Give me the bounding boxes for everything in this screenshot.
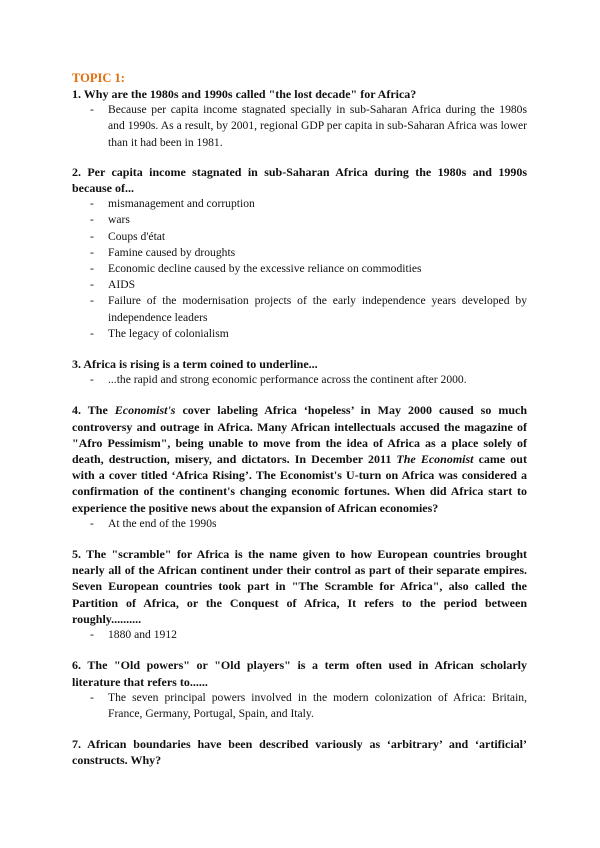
answer-list-3	[72, 372, 527, 388]
topic-heading: TOPIC 1:	[72, 71, 125, 85]
bullet-dash: -	[90, 229, 94, 243]
list-item: - ...the rapid and strong economic performance across the continent after 2000.	[72, 372, 527, 388]
list-item: - Failure of the modernisation projects of the early independence years developed by independence leaders	[90, 294, 527, 324]
bullet-dash: -	[90, 245, 94, 259]
list-item: - wars	[72, 212, 527, 228]
bullet-dash: -	[90, 516, 94, 530]
bullet-dash: -	[90, 278, 94, 292]
list-item: - The legacy of colonialism	[72, 326, 527, 342]
bullet-dash: -	[90, 628, 94, 642]
bullet-dash: -	[90, 213, 94, 227]
answer-list-4	[72, 516, 527, 532]
list-item: - The seven principal powers involved in the modern colonization of Africa: Britain, France, Germany, Portugal, Spain, and Italy.	[90, 690, 527, 720]
bullet-dash: -	[90, 326, 94, 340]
list-item: - Famine caused by droughts	[72, 245, 527, 261]
list-item: - At the end of the 1990s	[72, 516, 527, 532]
answer-list-2	[72, 196, 527, 342]
bullet-dash: -	[90, 373, 94, 387]
answer-list-6	[72, 690, 527, 722]
question-4: 4. The Economist's cover labeling Africa ‘hopeless’ in May 2000 caused so much controversy and outrage in Africa. Many African intellectuals accused the magazine of "Afro Pessimism", being unable to move from the idea of Africa as a place solely of death, destruction, misery, and dictators. In December 2011 The Economist came out with a cover titled ‘Africa Rising’. The Economist's U-turn on Africa was considered a confirmation of the continent's changing economic fortunes. When did Africa start to experience the positive news about the expansion of African economies?	[72, 403, 528, 515]
question-3: 3. Africa is rising is a term coined to underline...	[72, 357, 318, 372]
bullet-dash: -	[90, 103, 94, 117]
list-item: - Economic decline caused by the excessive reliance on commodities	[72, 261, 527, 277]
bullet-dash: -	[90, 690, 94, 704]
question-1: 1. Why are the 1980s and 1990s called "the lost decade" for Africa?	[72, 87, 417, 101]
question-5: 5. The "scramble" for Africa is the name given to how European countries brought nearly all of the African continent under their control as part of their separate empires. Seven European countries took part in "The Scramble for Africa", also called the Partition of Africa, or the Conquest of Africa, It refers to the period between roughly..........	[72, 547, 527, 626]
list-item: - Coups d'état	[72, 229, 527, 245]
document-page	[72, 70, 527, 769]
answer-list-1	[72, 102, 527, 151]
list-item: - 1880 and 1912	[72, 627, 527, 643]
answer-list-5	[72, 627, 527, 643]
bullet-dash: -	[90, 262, 94, 276]
list-item: - mismanagement and corruption	[72, 196, 527, 212]
question-7: 7. African boundaries have been described variously as ‘arbitrary’ and ‘artificial’ constructs. Why?	[72, 737, 527, 768]
bullet-dash: -	[90, 294, 94, 308]
bullet-dash: -	[90, 197, 94, 211]
question-6: 6. The "Old powers" or "Old players" is a term often used in African scholarly literature that refers to......	[72, 658, 527, 689]
list-item: - AIDS	[72, 277, 527, 293]
question-2: 2. Per capita income stagnated in sub-Saharan Africa during the 1980s and 1990s because of...	[72, 164, 527, 196]
list-item: - Because per capita income stagnated specially in sub-Saharan Africa during the 1980s and 1990s. As a result, by 2001, regional GDP per capita in sub-Saharan Africa was lower than it had been in 1981.	[90, 103, 527, 149]
